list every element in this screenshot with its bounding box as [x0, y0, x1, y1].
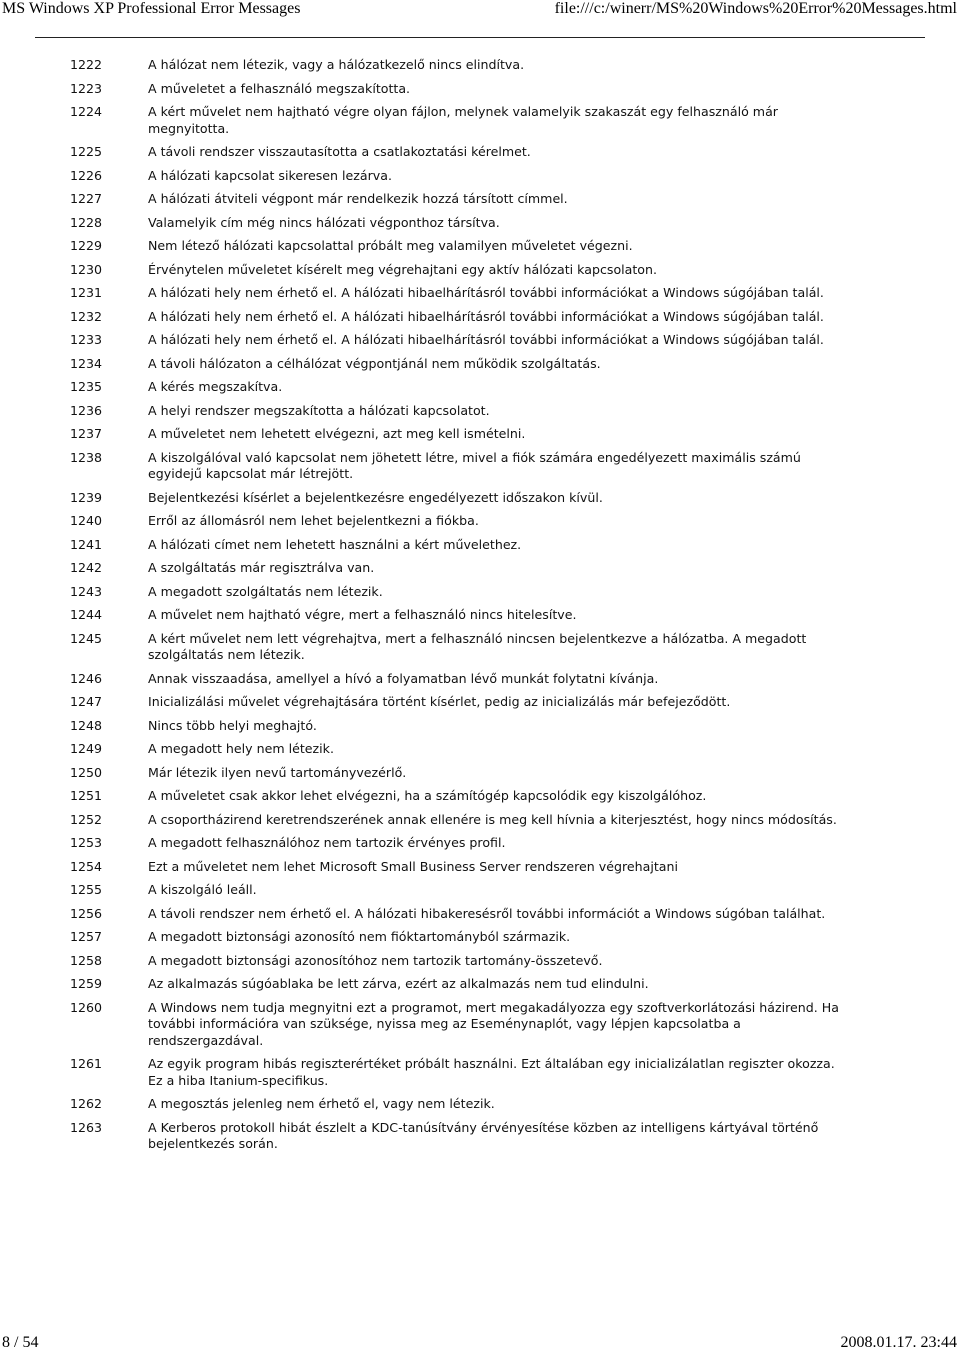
error-message: A hálózati hely nem érhető el. A hálózati hibaelhárításról további információkat a Windows súgójában talál. [148, 332, 824, 347]
table-row [70, 104, 850, 137]
error-code: 1224 [70, 104, 103, 119]
error-message: A csoportházirend keretrendszerének annak ellenére is meg kell hívnia a kiterjesztést, hogy nincs módosítás. [148, 811, 837, 827]
error-message: A műveletet nem lehetett elvégezni, azt meg kell ismételni. [148, 426, 526, 441]
error-message: Az alkalmazás súgóablaka be lett zárva, ezért az alkalmazás nem tud elindulni. [148, 976, 649, 991]
print-footer [0, 1332, 960, 1354]
table-row [70, 631, 850, 664]
error-code: 1222 [70, 57, 103, 72]
error-message: Az egyik program hibás regiszterértéket próbált használni. Ezt általában egy inicializálatlan regiszter okozza. Ez a hiba Itanium-specifikus. [148, 1056, 835, 1088]
error-message: A művelet nem hajtható végre, mert a felhasználó nincs hitelesítve. [148, 607, 577, 622]
error-code: 1234 [70, 355, 103, 371]
error-message: A megadott biztonsági azonosítóhoz nem tartozik tartomány-összetevő. [148, 952, 603, 968]
error-code: 1230 [70, 261, 103, 277]
error-code: 1231 [70, 285, 103, 300]
error-message: Inicializálási művelet végrehajtására történt kísérlet, pedig az inicializálás már befejeződött. [148, 694, 731, 709]
error-code: 1253 [70, 835, 103, 850]
error-message: Érvénytelen műveletet kísérelt meg végrehajtani egy aktív hálózati kapcsolaton. [148, 261, 657, 277]
error-code: 1240 [70, 513, 103, 528]
error-message: A távoli hálózaton a célhálózat végpontjánál nem működik szolgáltatás. [148, 355, 601, 371]
table-row [70, 906, 850, 923]
table-row [70, 238, 850, 255]
print-datetime: 2008.01.17. 23:44 [840, 1334, 957, 1351]
error-code: 1255 [70, 882, 103, 897]
table-row [70, 57, 850, 74]
error-code: 1254 [70, 858, 103, 874]
error-message: A kért művelet nem hajtható végre olyan fájlon, melynek valamelyik szakaszát egy felhasználó már megnyitotta. [148, 104, 778, 136]
error-message: A kiszolgálóval való kapcsolat nem jöhetett létre, mivel a fiók számára engedélyezett maximális számú egyidejű kapcsolat már létrejött. [148, 449, 801, 481]
table-row [70, 788, 850, 805]
error-message: A hálózati hely nem érhető el. A hálózati hibaelhárításról további információkat a Windows súgójában talál. [148, 285, 824, 300]
table-row [70, 1120, 850, 1153]
document-title: MS Windows XP Professional Error Messages [2, 0, 301, 17]
error-code: 1235 [70, 379, 103, 394]
error-message: A távoli rendszer nem érhető el. A hálózati hibakeresésről további információt a Windows súgóban találhat. [148, 905, 826, 921]
error-code: 1250 [70, 764, 103, 780]
error-code: 1238 [70, 449, 103, 465]
table-row [70, 537, 850, 554]
error-message: Nincs több helyi meghajtó. [148, 717, 317, 733]
table-row [70, 379, 850, 396]
error-message: A hálózati hely nem érhető el. A hálózati hibaelhárításról további információkat a Windows súgójában talál. [148, 308, 824, 324]
error-code: 1232 [70, 308, 103, 324]
error-code: 1251 [70, 788, 103, 803]
table-row [70, 144, 850, 161]
table-row [70, 1096, 850, 1113]
error-code: 1248 [70, 717, 103, 733]
error-message: A távoli rendszer visszautasította a csatlakoztatási kérelmet. [148, 144, 531, 159]
error-message: Annak visszaadása, amellyel a hívó a folyamatban lévő munkát folytatni kívánja. [148, 670, 659, 686]
table-row [70, 765, 850, 782]
table-row [70, 741, 850, 758]
error-message: A megadott felhasználóhoz nem tartozik érvényes profil. [148, 835, 506, 850]
table-row [70, 490, 850, 507]
table-row [70, 953, 850, 970]
table-row [70, 607, 850, 624]
error-message: A hálózati címet nem lehetett használni a kért művelethez. [148, 536, 522, 552]
error-code: 1227 [70, 191, 103, 206]
header-rule [35, 37, 925, 38]
table-row [70, 882, 850, 899]
table-row [70, 262, 850, 279]
table-row [70, 671, 850, 688]
table-row [70, 1000, 850, 1050]
error-code: 1242 [70, 560, 103, 575]
error-code: 1236 [70, 402, 103, 418]
error-code: 1246 [70, 670, 103, 686]
error-code: 1244 [70, 607, 103, 622]
error-code: 1262 [70, 1096, 103, 1111]
error-message: Már létezik ilyen nevű tartományvezérlő. [148, 764, 407, 780]
error-code: 1258 [70, 952, 103, 968]
error-code: 1241 [70, 536, 103, 552]
error-message: A hálózati kapcsolat sikeresen lezárva. [148, 167, 392, 183]
error-code: 1261 [70, 1056, 103, 1071]
error-code: 1249 [70, 741, 103, 756]
error-message: A hálózati átviteli végpont már rendelkezik hozzá társított címmel. [148, 191, 568, 206]
table-row [70, 859, 850, 876]
table-row [70, 694, 850, 711]
error-message: A helyi rendszer megszakította a hálózati kapcsolatot. [148, 402, 490, 418]
error-message: A kért művelet nem lett végrehajtva, mert a felhasználó nincsen bejelentkezve a hálózatba. A megadott szolgáltatás nem létezik. [148, 630, 807, 662]
error-code: 1256 [70, 905, 103, 921]
document-url: file:///c:/winerr/MS%20Windows%20Error%20Messages.html [554, 0, 957, 17]
error-message: Valamelyik cím még nincs hálózati végponthoz társítva. [148, 214, 500, 230]
error-code: 1245 [70, 630, 103, 646]
error-message: A Windows nem tudja megnyitni ezt a programot, mert megakadályozza egy szoftverkorlátozási házirend. Ha további információra van szüksége, nyissa meg az Eseménynaplót, vagy lépjen kapcsolatba a rendszergazdával. [148, 999, 839, 1048]
table-row [70, 718, 850, 735]
error-message: A műveletet a felhasználó megszakította. [148, 80, 411, 96]
table-row [70, 168, 850, 185]
table-row [70, 81, 850, 98]
error-message: A megadott biztonsági azonosító nem fióktartományból származik. [148, 929, 571, 944]
table-row [70, 976, 850, 993]
error-code: 1229 [70, 238, 103, 253]
page-number: 8 / 54 [2, 1334, 39, 1351]
error-code: 1226 [70, 167, 103, 183]
print-header [0, 0, 960, 24]
error-message: A megadott szolgáltatás nem létezik. [148, 583, 383, 599]
table-row [70, 215, 850, 232]
table-row [70, 584, 850, 601]
error-message: A hálózat nem létezik, vagy a hálózatkezelő nincs elindítva. [148, 57, 525, 72]
error-code: 1239 [70, 489, 103, 505]
error-message: A Kerberos protokoll hibát észlelt a KDC-tanúsítvány érvényesítése közben az intelligens kártyával történő bejelentkezés során. [148, 1119, 819, 1151]
error-code: 1223 [70, 80, 103, 96]
error-code: 1243 [70, 583, 103, 599]
table-row [70, 191, 850, 208]
error-code: 1257 [70, 929, 103, 944]
error-message: Nem létező hálózati kapcsolattal próbált meg valamilyen műveletet végezni. [148, 238, 633, 253]
error-message-list [70, 57, 850, 1160]
error-message: Erről az állomásról nem lehet bejelentkezni a fiókba. [148, 513, 479, 528]
error-message: A megosztás jelenleg nem érhető el, vagy nem létezik. [148, 1096, 495, 1111]
table-row [70, 812, 850, 829]
error-message: A kiszolgáló leáll. [148, 882, 257, 897]
table-row [70, 513, 850, 530]
error-code: 1237 [70, 426, 103, 441]
error-code: 1260 [70, 999, 103, 1015]
table-row [70, 403, 850, 420]
error-code: 1259 [70, 976, 103, 991]
error-code: 1225 [70, 144, 103, 159]
error-code: 1247 [70, 694, 103, 709]
table-row [70, 356, 850, 373]
table-row [70, 560, 850, 577]
error-message: A megadott hely nem létezik. [148, 741, 334, 756]
error-message: Bejelentkezési kísérlet a bejelentkezésre engedélyezett időszakon kívül. [148, 489, 603, 505]
error-message: A műveletet csak akkor lehet elvégezni, ha a számítógép kapcsolódik egy kiszolgálóhoz. [148, 788, 707, 803]
error-code: 1263 [70, 1119, 103, 1135]
table-row [70, 332, 850, 349]
table-row [70, 309, 850, 326]
error-code: 1252 [70, 811, 103, 827]
table-row [70, 450, 850, 483]
error-code: 1228 [70, 214, 103, 230]
error-code: 1233 [70, 332, 103, 347]
error-message: A kérés megszakítva. [148, 379, 283, 394]
error-message: Ezt a műveletet nem lehet Microsoft Small Business Server rendszeren végrehajtani [148, 858, 678, 874]
table-row [70, 1056, 850, 1089]
table-row [70, 835, 850, 852]
table-row [70, 929, 850, 946]
table-row [70, 426, 850, 443]
table-row [70, 285, 850, 302]
error-message: A szolgáltatás már regisztrálva van. [148, 560, 375, 575]
